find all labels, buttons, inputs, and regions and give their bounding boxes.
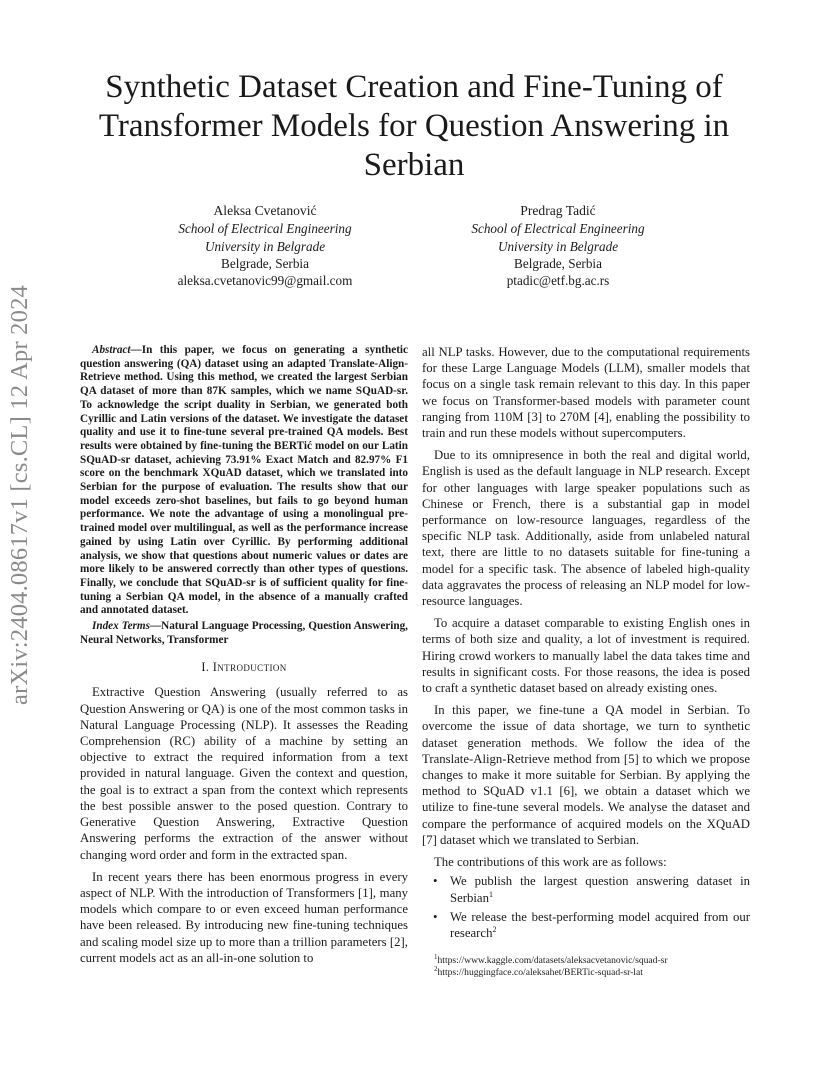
contributions-intro: The contributions of this work are as follows: xyxy=(434,855,667,870)
section-heading-introduction: I. Introduction xyxy=(201,660,287,675)
body-paragraph: Due to its omnipresence in both the real and digital world, English is used as the default language in NLP research. Except for other languages with large speaker populations such as Chinese or French, there is a substantial gap in model performance on low-resource languages, regardless of the specific NLP task. Additionally, aside from unlabeled natural text, there are little to no datasets suitable for fine-tuning a model for a specific task. The absence of labeled high-quality data aggravates the process of releasing an NLP model for low-resource languages. xyxy=(422,448,750,609)
author-affiliation-university: University in Belgrade xyxy=(497,238,619,254)
author-block-1 xyxy=(105,202,425,289)
contribution-text: We publish the largest question answering dataset in Serbian xyxy=(450,874,750,905)
bullet-marker: • xyxy=(433,909,438,924)
author-affiliation-school: School of Electrical Engineering xyxy=(178,221,352,237)
footnote xyxy=(422,964,750,979)
author-email: ptadic@etf.bg.ac.rs xyxy=(506,273,610,289)
body-paragraph: To acquire a dataset comparable to existing English ones in terms of both size and quality, a lot of investment is required. Hiring crowd workers to manually label the data takes time and results in significant costs. For those reasons, the idea is posed to craft a synthetic dataset based on already existing ones. xyxy=(422,616,750,696)
footnote-mark: 1 xyxy=(488,889,493,899)
paper-title: Synthetic Dataset Creation and Fine-Tuning of Transformer Models for Question Answering in Serbian xyxy=(98,69,730,183)
abstract xyxy=(80,344,408,618)
list-item xyxy=(433,873,750,905)
intro-paragraph: Extractive Question Answering (usually referred to as Question Answering or QA) is one of the most common tasks in Natural Language Processing (NLP). It assesses the Reading Comprehension (RC) ability of a machine by setting an objective to extract the required information from a text provided in natural language. Given the context and question, the goal is to extract a span from the context which represents the best possible answer to the posed question. Contrary to Generative Question Answering, Extractive Question Answering performs the extraction of the answer without changing word order and form in the extracted span. xyxy=(80,685,408,862)
author-affiliation-school: School of Electrical Engineering xyxy=(471,221,645,237)
list-item xyxy=(433,909,750,941)
author-name: Predrag Tadić xyxy=(520,203,596,218)
author-email: aleksa.cvetanovic99@gmail.com xyxy=(177,273,353,289)
body-paragraph: all NLP tasks. However, due to the computational requirements for these Large Language Models (LLM), smaller models that focus on a single task remain relevant to this day. In this paper we focus on Transformer-based models with parameter count ranging from 110M [3] to 270M [4], enabling the possibility to train and run these models without supercomputers. xyxy=(422,345,750,441)
footnote-mark: 2 xyxy=(492,924,497,934)
contribution-text: We release the best-performing model acquired from our research xyxy=(450,909,750,940)
intro-paragraph: In recent years there has been enormous progress in every aspect of NLP. With the introduction of Transformers [1], many models which compare to or even exceed human performance have been released. By introducing new fine-tuning techniques and scaling model size up to more than a trillion parameters [2], current models act as an all-in-one solution to xyxy=(80,869,408,965)
author-block-2 xyxy=(398,202,718,289)
body-paragraph: In this paper, we fine-tune a QA model in Serbian. To overcome the issue of data shortage, we turn to synthetic dataset generation methods. We follow the idea of the Translate-Align-Retrieve method from [5] to which we propose changes to make it more suitable for Serbian. By applying the method to SQuAD v1.1 [6], we obtain a dataset which we utilize to fine-tune several models. We analyse the dataset and compare the performance of acquired models on the XQuAD [7] dataset which we translated to Serbian. xyxy=(422,703,750,847)
footnote-url[interactable]: https://www.kaggle.com/datasets/aleksacvetanovic/squad-sr xyxy=(437,955,668,967)
author-location: Belgrade, Serbia xyxy=(221,255,309,271)
footnote-number: 1 xyxy=(434,952,438,961)
author-affiliation-university: University in Belgrade xyxy=(204,238,326,254)
author-name: Aleksa Cvetanović xyxy=(213,203,317,218)
index-terms xyxy=(80,620,408,647)
footnotes xyxy=(422,952,750,979)
index-terms-label: Index Terms xyxy=(92,620,150,633)
author-location: Belgrade, Serbia xyxy=(514,255,602,271)
footnote xyxy=(422,952,750,967)
bullet-marker: • xyxy=(433,874,438,889)
footnote-number: 2 xyxy=(434,964,438,973)
index-terms-text: —Natural Language Processing, Question Answering, Neural Networks, Transformer xyxy=(80,620,408,646)
abstract-label: Abstract xyxy=(92,344,131,356)
contributions-list xyxy=(422,873,750,941)
footnote-url[interactable]: https://huggingface.co/aleksahet/BERTic-squad-sr-lat xyxy=(437,967,643,979)
arxiv-identifier-text: arXiv:2404.08617v1 [cs.CL] 12 Apr 2024 xyxy=(6,285,33,705)
left-column xyxy=(80,344,408,972)
right-column xyxy=(422,344,750,979)
abstract-text: —In this paper, we focus on generating a synthetic question answering (QA) dataset using an adapted Translate-Align-Retrieve method. Using this method, we created the largest Serbian QA dataset of more than 87K samples, which we name SQuAD-sr. To acknowledge the script duality in Serbian, we generated both Cyrillic and Latin versions of the dataset. We investigate the dataset quality and use it to fine-tune several pre-trained QA models. Best results were obtained by fine-tuning the BERTić model on our Latin SQuAD-sr dataset, achieving 73.91% Exact Match and 82.97% F1 score on the benchmark XQuAD dataset, which we translated into Serbian for the purpose of evaluation. The results show that our model exceeds zero-shot baselines, but fails to go beyond human performance. We note the advantage of using a monolingual pre-trained model over multilingual, as well as the performance increase gained by using Latin over Cyrillic. By performing additional analysis, we show that questions about numeric values or dates are more likely to be answered correctly than other types of questions. Finally, we conclude that SQuAD-sr is of sufficient quality for fine-tuning a Serbian QA model, in the absence of a manually crafted and annotated dataset. xyxy=(80,344,408,617)
